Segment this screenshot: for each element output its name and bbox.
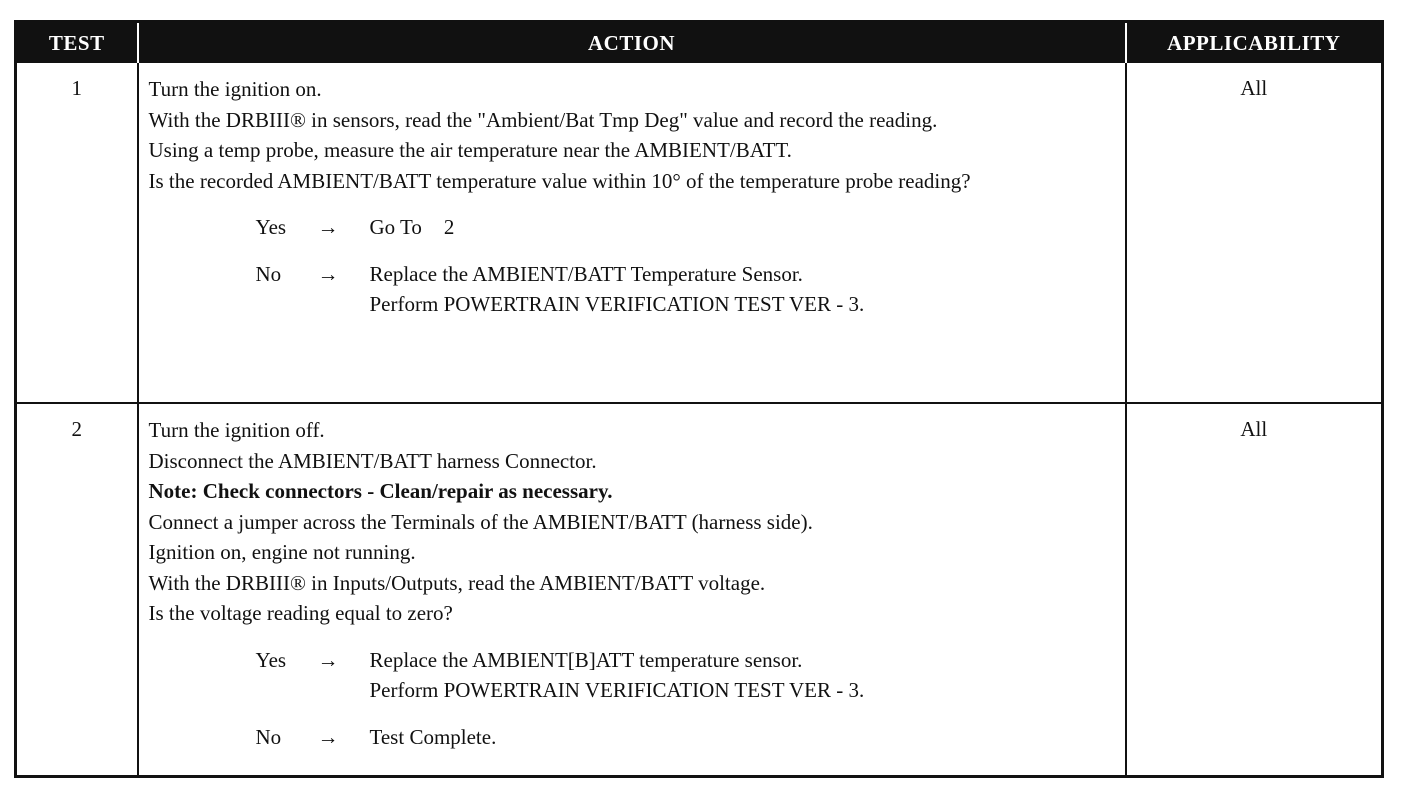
header-action: ACTION: [138, 22, 1126, 64]
no-result-line: Perform POWERTRAIN VERIFICATION TEST VER - 3.: [369, 292, 865, 316]
header-test: TEST: [16, 22, 138, 64]
action-step: Connect a jumper across the Terminals of the AMBIENT/BATT (harness side).: [148, 509, 813, 534]
action-step: Ignition on, engine not running.: [148, 540, 416, 564]
no-result: [370, 259, 1117, 320]
yes-result: [370, 645, 1117, 706]
arrow-icon: →: [317, 647, 339, 672]
yes-label: Yes: [255, 647, 287, 672]
table-row: [16, 403, 1383, 777]
yes-result-line: Replace the AMBIENT[B]ATT temperature sensor.: [369, 647, 803, 672]
no-result: [370, 722, 1117, 753]
arrow-icon: →: [317, 724, 339, 749]
action-step: Is the recorded AMBIENT/BATT temperature value within 10° of the temperature probe reading?: [148, 168, 971, 193]
test-number: 1: [16, 63, 138, 403]
yes-label: Yes: [255, 215, 287, 239]
action-cell: [138, 63, 1126, 403]
goto-number: 2: [443, 215, 455, 239]
action-cell: [138, 403, 1126, 777]
action-step: With the DRBIII® in Inputs/Outputs, read the AMBIENT/BATT voltage.: [148, 570, 766, 595]
applicability-value: All: [1126, 403, 1383, 777]
test-number: 2: [16, 403, 138, 777]
note-text: Note: Check connectors - Clean/repair as necessary.: [148, 479, 613, 503]
applicability-value: All: [1126, 63, 1383, 403]
table-row: [16, 63, 1383, 403]
action-step: Turn the ignition off.: [148, 418, 325, 442]
goto-text: Go To: [369, 215, 422, 239]
no-label: No: [255, 724, 282, 749]
action-step: Turn the ignition on.: [148, 77, 322, 101]
no-answer: [256, 722, 1117, 753]
no-result-line: Replace the AMBIENT/BATT Temperature Sensor.: [369, 261, 803, 286]
action-step: Using a temp probe, measure the air temperature near the AMBIENT/BATT.: [148, 138, 792, 162]
action-step: With the DRBIII® in sensors, read the "Ambient/Bat Tmp Deg" value and record the reading.: [148, 107, 938, 132]
header-applicability: APPLICABILITY: [1126, 22, 1383, 64]
action-step: Is the voltage reading equal to zero?: [148, 601, 453, 625]
arrow-icon: →: [317, 215, 339, 239]
yes-result: [370, 212, 1117, 243]
no-label: No: [255, 261, 282, 286]
yes-result-line: Perform POWERTRAIN VERIFICATION TEST VER - 3.: [369, 678, 865, 702]
action-step: Disconnect the AMBIENT/BATT harness Connector.: [148, 448, 597, 473]
diagnostic-test-table: [14, 20, 1384, 778]
arrow-icon: →: [317, 261, 339, 286]
table-header-row: [16, 22, 1383, 64]
yes-answer: [256, 645, 1117, 706]
yes-answer: [256, 212, 1117, 243]
no-answer: [256, 259, 1117, 320]
no-result-line: Test Complete.: [369, 724, 497, 749]
